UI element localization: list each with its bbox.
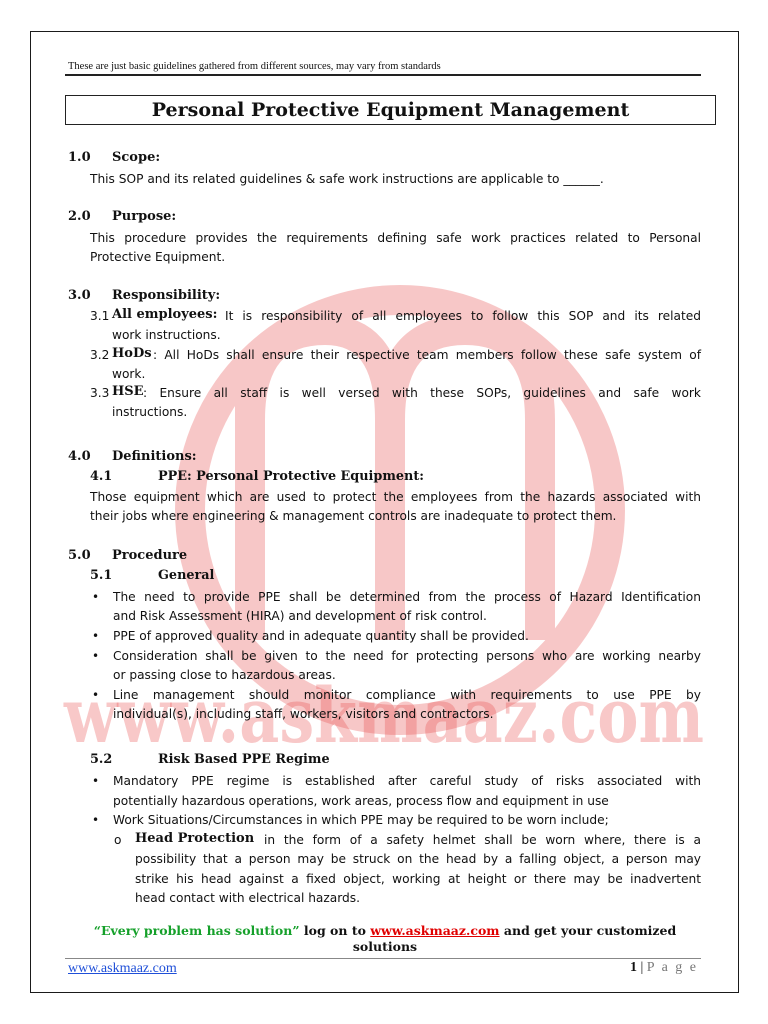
head-protection-line: possibility that a person may be struck on the head by a falling object, a person may	[135, 852, 701, 866]
definition-line: Those equipment which are used to protect the employees from the hazards associated with	[90, 490, 701, 504]
bullet-icon: •	[92, 649, 100, 663]
head-protection-line: head contact with electrical hazards.	[135, 891, 361, 905]
head-protection-line: strike his head against a fixed object, working at height or there may be inadvertent	[135, 872, 701, 886]
sub-bullet-marker: o	[114, 833, 122, 847]
bullet-icon: •	[92, 590, 100, 604]
footer-banner-link[interactable]: www.askmaaz.com	[370, 923, 500, 938]
responsibility-line: work.	[112, 367, 146, 381]
section-number: 2.0	[68, 209, 91, 224]
subsection-number: 5.1	[90, 568, 113, 583]
section-title-procedure: Procedure	[112, 548, 188, 563]
general-bullet-line: individual(s), including staff, workers, visitors and contractors.	[113, 707, 494, 721]
general-bullet-line: or passing close to hazardous areas.	[113, 668, 336, 682]
page-number	[630, 960, 698, 976]
head-protection-line: in the form of a safety helmet shall be worn where, there is a	[264, 833, 701, 847]
footer-rule	[65, 958, 701, 959]
footer-site-link[interactable]: www.askmaaz.com	[68, 961, 177, 976]
section-title-purpose: Purpose:	[112, 209, 177, 224]
responsibility-item-number: 3.2	[90, 348, 110, 362]
section-title-definitions: Definitions:	[112, 449, 197, 464]
bullet-icon: •	[92, 688, 100, 702]
footer-text: log on to	[299, 923, 371, 938]
responsibility-line: : All HoDs shall ensure their respective team members follow these safe system of	[153, 348, 701, 362]
general-bullet-line: and Risk Assessment (HIRA) and development of risk control.	[113, 609, 487, 623]
section-number: 5.0	[68, 548, 91, 563]
watermark-text: www.askmaaz.com	[63, 671, 705, 760]
page-number-value: 1	[629, 960, 637, 975]
responsibility-lead-hse: HSE	[112, 384, 144, 399]
general-bullet-line: The need to provide PPE shall be determined from the process of Hazard Identification	[113, 590, 701, 604]
header-rule	[65, 74, 701, 76]
section-number: 3.0	[68, 288, 91, 303]
responsibility-item-number: 3.1	[90, 309, 110, 323]
subsection-title-regime: Risk Based PPE Regime	[158, 752, 330, 767]
responsibility-line: : Ensure all staff is well versed with these SOPs, guidelines and safe work	[143, 386, 701, 400]
section-title-scope: Scope:	[112, 150, 161, 165]
regime-bullet-line: Mandatory PPE regime is established after careful study of risks associated with	[113, 774, 701, 788]
responsibility-item-number: 3.3	[90, 386, 110, 400]
section-title-responsibility: Responsibility:	[112, 288, 221, 303]
footer-quote: “Every problem has solution”	[93, 923, 300, 938]
subsection-number: 4.1	[90, 469, 113, 484]
general-bullet-line: Consideration shall be given to the need for protecting persons who are working nearby	[113, 649, 701, 663]
responsibility-line: It is responsibility of all employees to follow this SOP and its related	[225, 309, 701, 323]
bullet-icon: •	[92, 813, 100, 827]
definition-term: PPE: Personal Protective Equipment:	[158, 469, 424, 484]
subsection-title-general: General	[158, 568, 215, 583]
purpose-line: This procedure provides the requirements defining safe work practices related to Personal	[90, 231, 701, 245]
general-bullet-line: PPE of approved quality and in adequate quantity shall be provided.	[113, 629, 529, 643]
bullet-icon: •	[92, 629, 100, 643]
footer-text: solutions	[352, 939, 418, 954]
responsibility-lead-employees: All employees:	[112, 307, 218, 322]
purpose-line: Protective Equipment.	[90, 250, 226, 264]
page-separator: |	[636, 960, 647, 975]
regime-bullet-line: Work Situations/Circumstances in which PPE may be required to be worn include;	[113, 813, 609, 827]
head-protection-lead: Head Protection	[135, 831, 255, 846]
footer-text: and get your customized	[499, 923, 677, 938]
scope-text: This SOP and its related guidelines & safe work instructions are applicable to ______.	[90, 172, 604, 186]
responsibility-lead-hods: HoDs	[112, 346, 152, 361]
bullet-icon: •	[92, 774, 100, 788]
document-title: Personal Protective Equipment Management	[151, 99, 630, 121]
header-note: These are just basic guidelines gathered from different sources, may vary from standards	[68, 61, 441, 72]
general-bullet-line: Line management should monitor compliance with requirements to use PPE by	[113, 688, 701, 702]
definition-line: their jobs where engineering & management controls are inadequate to protect them.	[90, 509, 617, 523]
page-label: P a g e	[646, 960, 698, 975]
responsibility-line: instructions.	[112, 405, 188, 419]
subsection-number: 5.2	[90, 752, 113, 767]
section-number: 1.0	[68, 150, 91, 165]
regime-bullet-line: potentially hazardous operations, work areas, process flow and equipment in use	[113, 794, 609, 808]
footer-banner	[65, 923, 705, 955]
responsibility-line: work instructions.	[112, 328, 221, 342]
document-title-box	[65, 95, 716, 125]
section-number: 4.0	[68, 449, 91, 464]
